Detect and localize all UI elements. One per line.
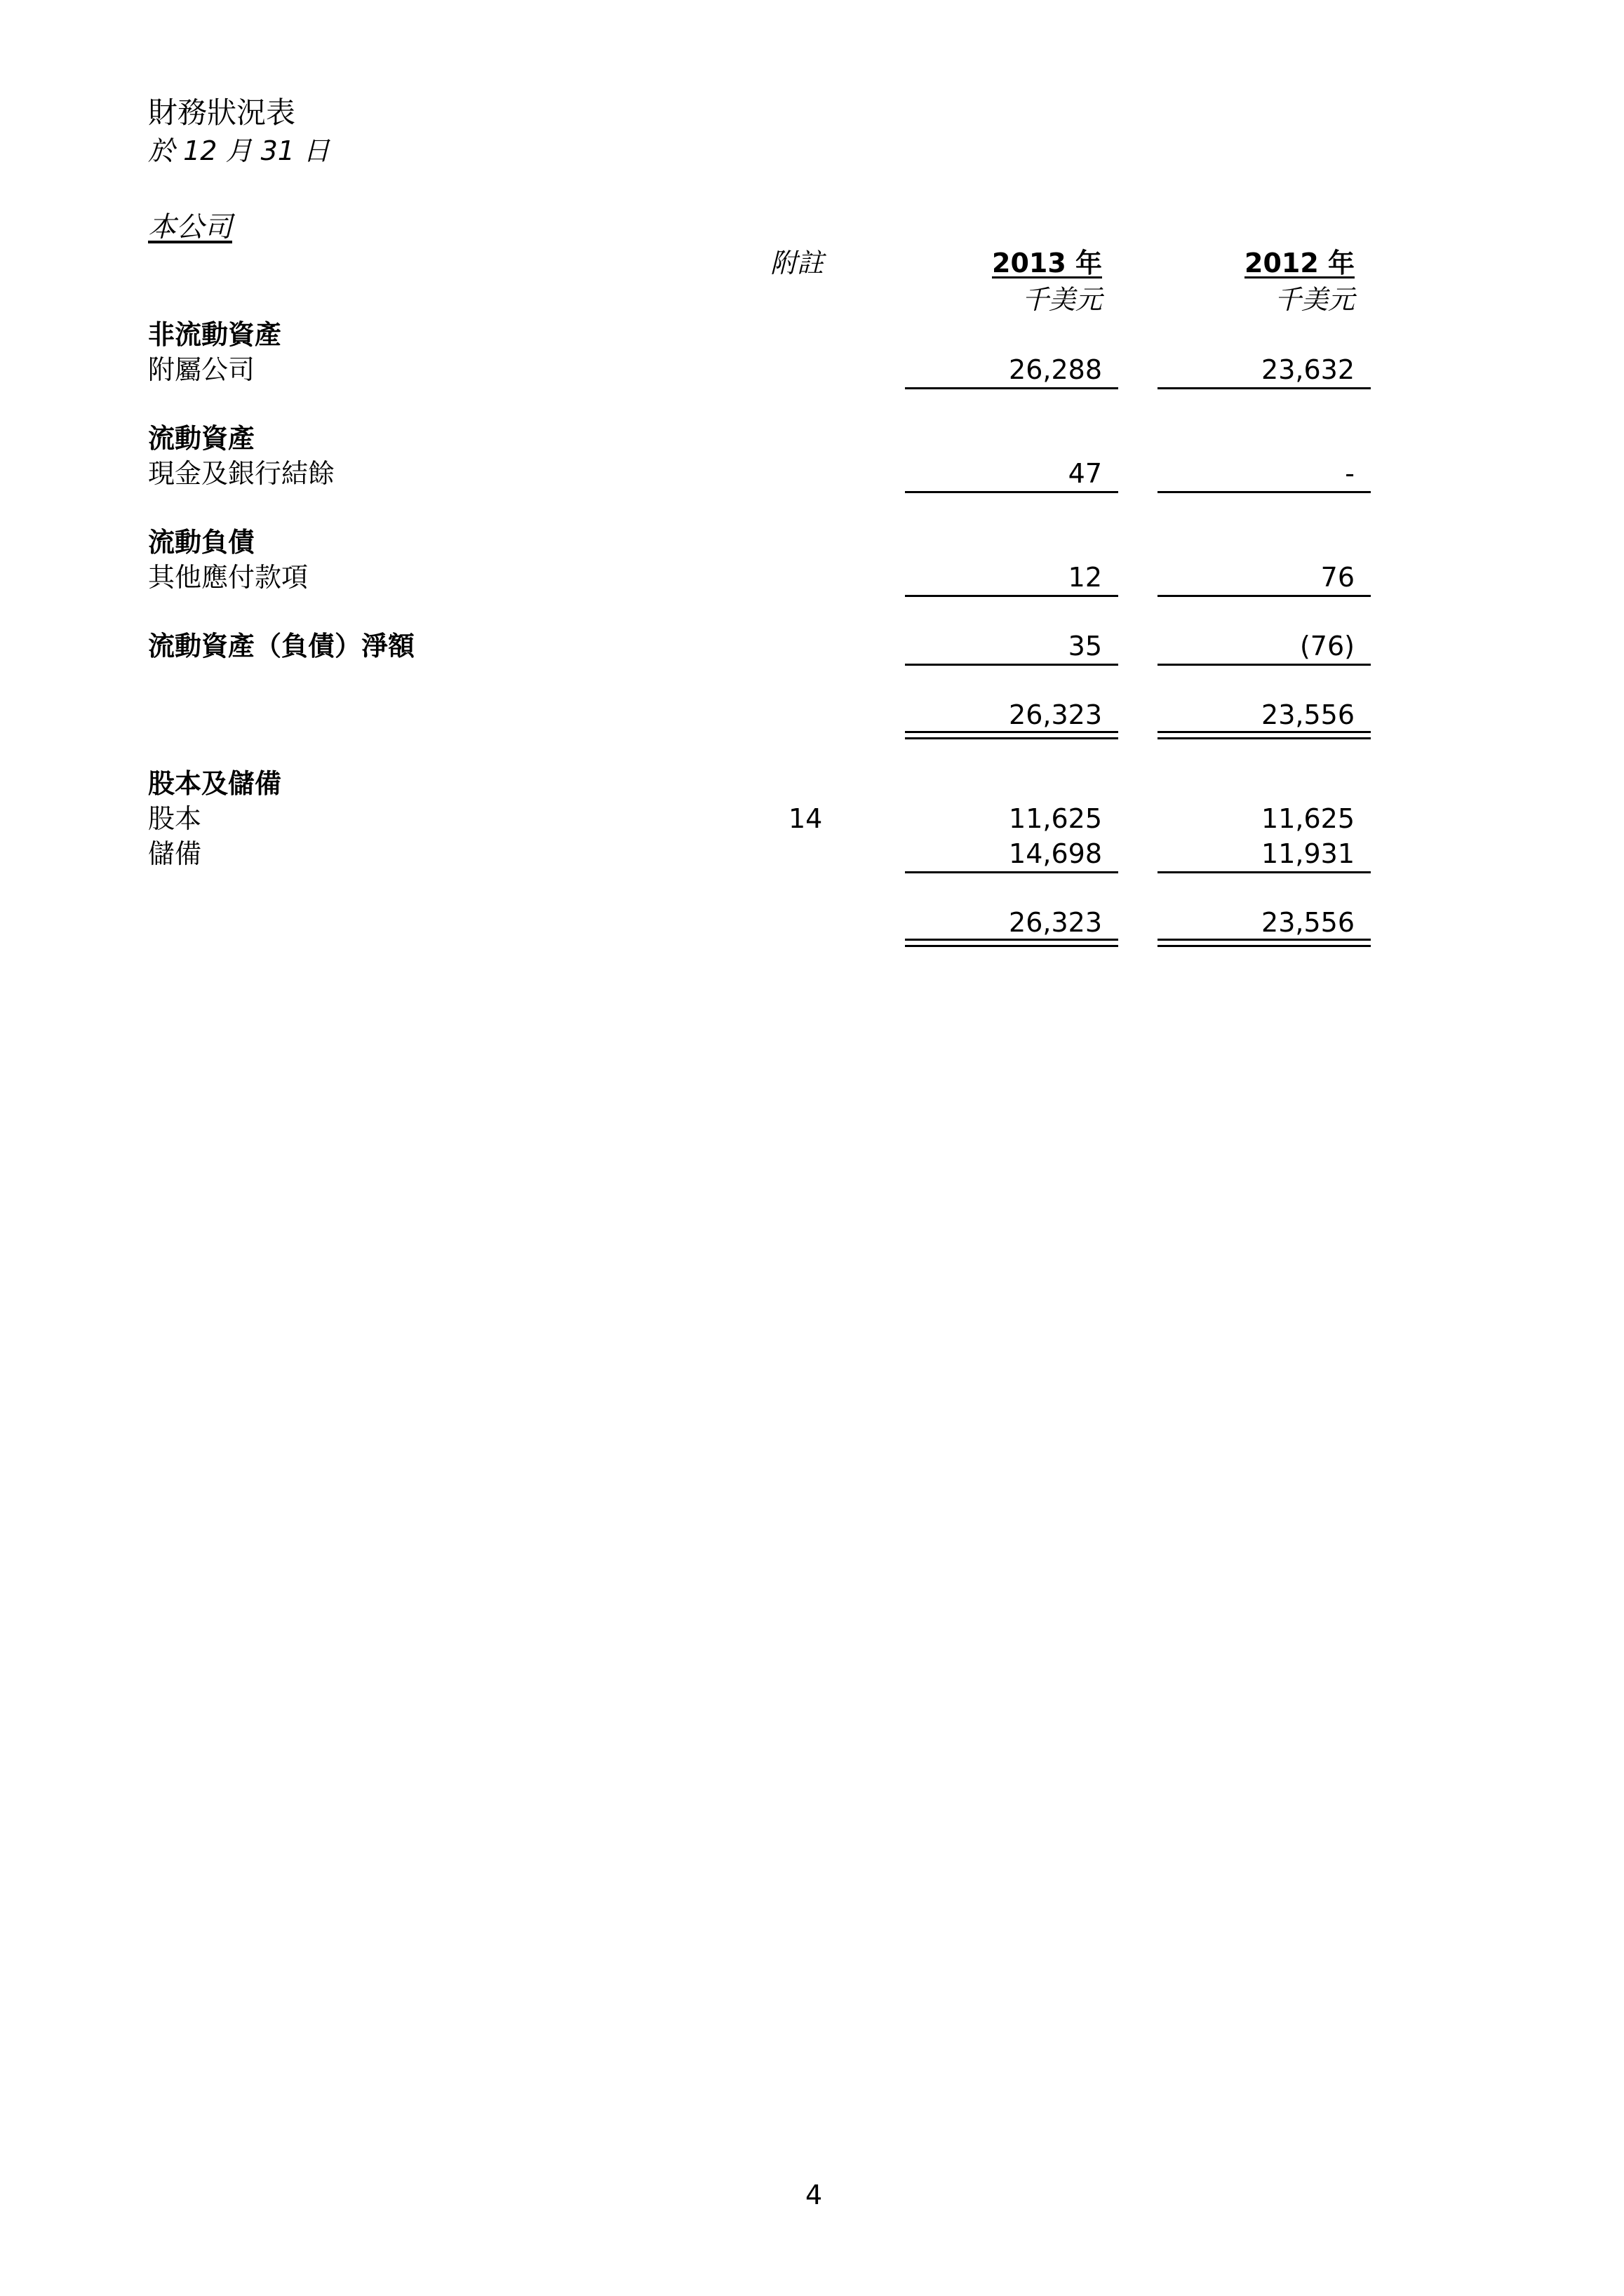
subsidiaries-label: 附屬公司 xyxy=(148,354,255,385)
double-rule-total-assets-2012 xyxy=(1157,731,1371,739)
year-2012-header: 2012 年 xyxy=(1244,248,1355,278)
share-capital-2013: 11,625 xyxy=(1009,803,1102,834)
net-current-label: 流動資產（負債）淨額 xyxy=(148,631,415,662)
total-assets-2013: 26,323 xyxy=(1009,699,1102,730)
non-current-assets-heading: 非流動資產 xyxy=(148,319,282,350)
rule-net-current-2012 xyxy=(1157,664,1371,666)
share-capital-note: 14 xyxy=(788,803,823,834)
rule-payables-2013 xyxy=(905,595,1118,597)
equity-total-2013: 26,323 xyxy=(1009,907,1102,938)
cash-2013: 47 xyxy=(1068,458,1102,489)
equity-total-2012: 23,556 xyxy=(1261,907,1355,938)
page-number: 4 xyxy=(805,2180,823,2210)
payables-2012: 76 xyxy=(1320,562,1355,593)
rule-subsidiaries-2013 xyxy=(905,387,1118,389)
net-current-2012: (76) xyxy=(1299,631,1355,662)
cash-label: 現金及銀行結餘 xyxy=(148,458,335,489)
unit-2012-header: 千美元 xyxy=(1274,284,1355,315)
rule-cash-2013 xyxy=(905,491,1118,493)
rule-reserves-2012 xyxy=(1157,871,1371,873)
payables-label: 其他應付款項 xyxy=(148,562,309,593)
subsidiaries-2012: 23,632 xyxy=(1261,354,1355,385)
payables-2013: 12 xyxy=(1068,562,1102,593)
net-current-2013: 35 xyxy=(1068,631,1102,662)
double-rule-equity-total-2013 xyxy=(905,939,1118,947)
reserves-2013: 14,698 xyxy=(1009,838,1102,869)
subsidiaries-2013: 26,288 xyxy=(1009,354,1102,385)
note-column-header: 附註 xyxy=(770,248,824,278)
reserves-label: 儲備 xyxy=(148,838,202,869)
unit-2013-header: 千美元 xyxy=(1021,284,1102,315)
double-rule-equity-total-2012 xyxy=(1157,939,1371,947)
current-assets-heading: 流動資產 xyxy=(148,423,255,454)
rule-reserves-2013 xyxy=(905,871,1118,873)
reserves-2012: 11,931 xyxy=(1261,838,1355,869)
rule-cash-2012 xyxy=(1157,491,1371,493)
current-liabilities-heading: 流動負債 xyxy=(148,527,255,558)
cash-2012: - xyxy=(1345,458,1355,489)
equity-heading: 股本及儲備 xyxy=(148,768,282,799)
rule-net-current-2013 xyxy=(905,664,1118,666)
rule-payables-2012 xyxy=(1157,595,1371,597)
rule-subsidiaries-2012 xyxy=(1157,387,1371,389)
double-rule-total-assets-2013 xyxy=(905,731,1118,739)
year-2013-header: 2013 年 xyxy=(992,248,1102,278)
share-capital-2012: 11,625 xyxy=(1261,803,1355,834)
share-capital-label: 股本 xyxy=(148,803,202,834)
page-title: 財務狀況表 xyxy=(148,95,296,130)
section-heading: 本公司 xyxy=(148,211,232,243)
total-assets-2012: 23,556 xyxy=(1261,699,1355,730)
page-subtitle: 於 12 月 31 日 xyxy=(148,135,330,166)
